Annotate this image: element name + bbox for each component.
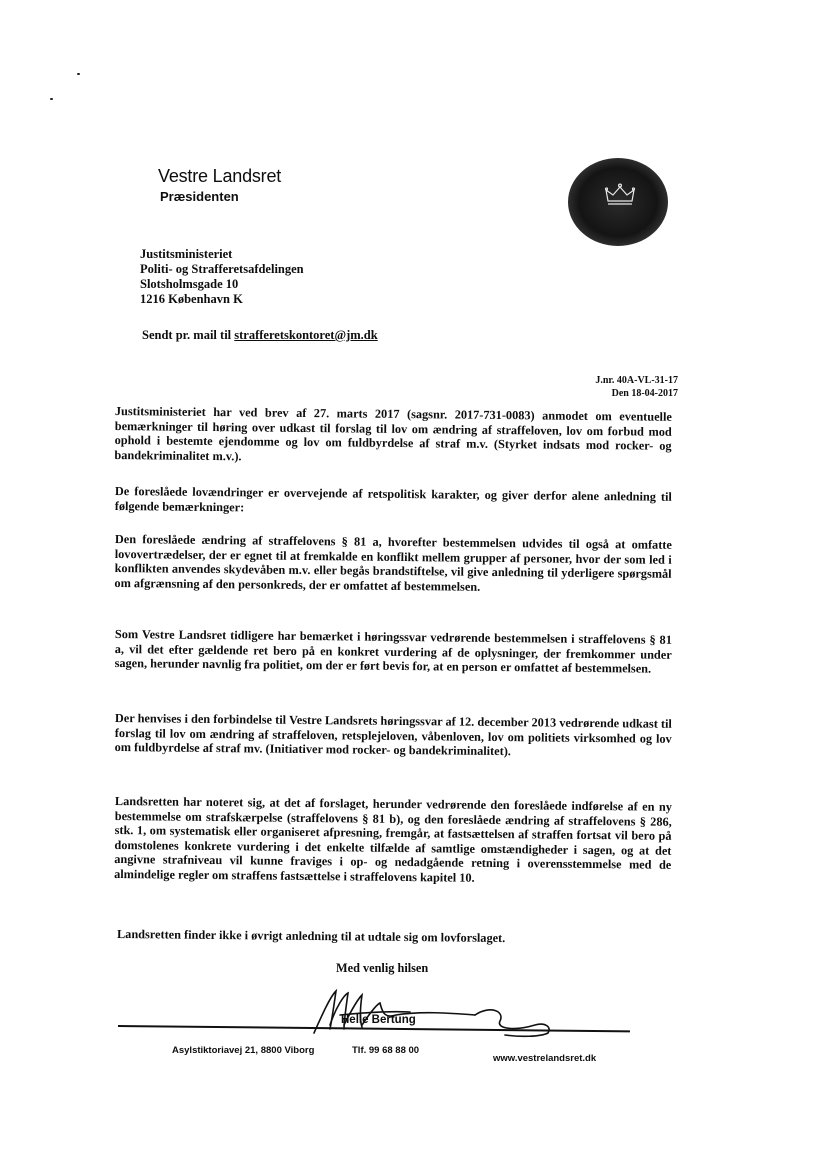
body-paragraph: Landsretten har noteret sig, at det af forslaget, herunder vedrørende den foreslåede indførelse af en ny bestemmelse om strafskærpelse (straffelovens § 81 b), og den foreslåede ændring af straffelovens § 286, stk. 1, om systematisk eller organiseret afpresning, fremgår, at fastsættelsen af straffen fortsat vil bero på domstolenes konkrete vurdering i det enkelte tilfælde af samtlige omstændigheder i sagen, og at det angivne strafniveau vil kunne fraviges i op- og nedadgående retning i overensstemmelse med de almindelige regler om straffens fastsættelse i straffelovens kapitel 10. — [114, 794, 672, 885]
reference-block — [595, 374, 678, 400]
address-line: 1216 København K — [140, 292, 243, 306]
crown-seal-icon — [568, 158, 668, 246]
footer-website[interactable]: www.vestrelandsret.dk — [493, 1053, 597, 1064]
body-paragraph: Den foreslåede ændring af straffelovens § 81 a, hvorefter bestemmelsen udvides til også at omfatte lovovertrædelser, der er egnet til at fremkalde en konflikt mellem grupper af personer, hvor der som led i konflikten anvendes skydevåben m.v. eller begås brandstiftelse, vil give anledning til yderligere spørgsmål om afgrænsning af den personkreds, der er omfattet af bestemmelsen. — [114, 532, 672, 594]
address-line: Justitsministeriet — [140, 247, 233, 261]
court-name: Vestre Landsret — [158, 166, 282, 186]
scan-speck — [50, 98, 53, 100]
footer-address: Asylstiktoriavej 21, 8800 Viborg — [172, 1045, 315, 1056]
court-office: Præsidenten — [160, 189, 239, 204]
letter-date: Den 18-04-2017 — [611, 388, 678, 399]
handwritten-signature — [300, 985, 560, 1045]
closing-greeting: Med venlig hilsen — [336, 961, 429, 975]
signatory-name: Helle Bertung — [341, 1014, 416, 1026]
body-paragraph: Der henvises i den forbindelse til Vestre Landsrets høringssvar af 12. december 2013 vedrørende udkast til forslag til lov om ændring af straffeloven, retsplejeloven, våbenloven, lov om politiets virksomhed og lov om fuldbyrdelse af straf mv. (Initiativer mod rocker- og bandekriminalitet). — [114, 711, 672, 759]
body-paragraph: Justitsministeriet har ved brev af 27. marts 2017 (sagsnr. 2017-731-0083) anmodet om eventuelle bemærkninger til høring over udkast til forslag til lov om ændring af straffeloven, lov om forbud mod ophold i bestemte ejendomme og lov om fuldbyrdelse af straf m.v. (Styrket indsats mod rocker- og bandekriminalitet m.v.). — [114, 404, 672, 463]
footer-phone: Tlf. 99 68 88 00 — [352, 1045, 420, 1056]
address-line: Slotsholmsgade 10 — [140, 277, 239, 291]
body-paragraph: Som Vestre Landsret tidligere har bemærket i høringssvar vedrørende bestemmelsen i straffelovens § 81 a, vil det efter gældende ret bero på en konkret vurdering af de oplysninger, der fremkommer under sagen, herunder navnlig fra politiet, om der er ført bevis for, at en person er omfattet af bestemmelsen. — [114, 627, 672, 676]
closing-remark: Landsretten finder ikke i øvrigt anledning til at udtale sig om lovforslaget. — [116, 926, 506, 946]
journal-number: J.nr. 40A-VL-31-17 — [595, 375, 678, 386]
sent-by-mail — [142, 328, 378, 343]
scan-speck — [77, 73, 80, 75]
address-line: Politi- og Strafferetsafdelingen — [140, 262, 304, 276]
sent-prefix: Sendt pr. mail til — [142, 328, 235, 342]
body-paragraph: De foreslåede lovændringer er overvejende af retspolitisk karakter, og giver derfor alene anledning til følgende bemærkninger: — [114, 484, 672, 514]
crown-icon — [605, 183, 635, 207]
email-link[interactable]: strafferetskontoret@jm.dk — [234, 328, 378, 342]
recipient-address — [140, 247, 304, 307]
